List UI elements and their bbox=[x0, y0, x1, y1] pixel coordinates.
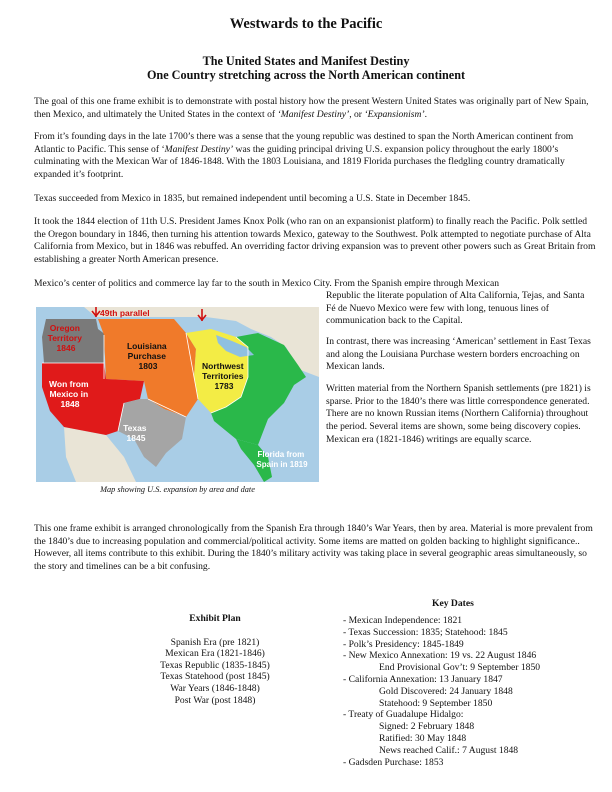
founding-text-end: was the guiding principal driving U.S. expansion policy throughout the early 1800’s culminating with the Mexican War of 1846-1848. With the 1803 Louisiana, and 1819 Florida purchases the fledgling country dramatically expanded it’s footprint. bbox=[34, 143, 565, 181]
key-dates-list bbox=[343, 615, 603, 768]
key-date-line: - California Annexation: 13 January 1847 bbox=[343, 673, 503, 685]
plan-item: Mexican Era (1821-1846) bbox=[165, 648, 265, 660]
key-date-subline: End Provisional Gov’t: 9 September 1850 bbox=[379, 662, 541, 674]
founding-emphasis: Manifest Destiny’ bbox=[164, 143, 234, 155]
key-date-line: - Treaty of Guadalupe Hidalgo: bbox=[343, 709, 464, 721]
intro-text-end: . bbox=[424, 108, 428, 120]
exhibit-plan bbox=[100, 613, 330, 706]
intro-text-mid: , or bbox=[349, 108, 365, 120]
key-date-subline: Gold Discovered: 24 January 1848 bbox=[379, 685, 513, 697]
key-date-line: - Texas Succession: 1835; Statehood: 1845 bbox=[343, 626, 508, 638]
contrast-paragraph: In contrast, there was increasing ‘American’ settlement in East Texas and along the Louisiana Purchase western borders encroaching on Mexican lands. bbox=[326, 336, 591, 373]
founding-text: From it’s founding days in the late 1700’s there was a sense that the young republic was destined to span the North American continent from Atlantic to Pacific. This sense of ‘ bbox=[34, 131, 574, 155]
louisiana-label: Louisiana Purchase 1803 bbox=[126, 341, 167, 371]
intro-emphasis-manifest: ‘Manifest Destiny’ bbox=[277, 108, 350, 120]
florida-label: Florida from Spain in 1819 bbox=[256, 450, 308, 469]
oregon-label: Oregon Territory 1846 bbox=[47, 323, 82, 353]
key-date-line: - Gadsden Purchase: 1853 bbox=[343, 756, 444, 768]
polk-paragraph: It took the 1844 election of 11th U.S. President James Knox Polk (who ran on an expansionist platform) to finally reach the Pacific. Polk settled the Oregon boundary in 1846, then turning his attention towards Mexico, gateway to the Southwest. Polk attempted to negotiate purchase of Alta California from Mexico, but in 1846 was rebuffed. An overriding factor driving expansion was to prevent other powers such as Great Britain from establishing a greater North American presence. bbox=[34, 216, 596, 266]
plan-item: Post War (post 1848) bbox=[174, 694, 256, 706]
northwest-label: Northwest Territories 1783 bbox=[202, 361, 244, 391]
key-date-line: - Mexican Independence: 1821 bbox=[343, 615, 463, 626]
key-date-subline: Ratified: 30 May 1848 bbox=[379, 732, 467, 744]
intro-emphasis-expansionism: ‘Expansionism’ bbox=[364, 108, 425, 120]
plan-item: Texas Statehood (post 1845) bbox=[160, 671, 270, 683]
exhibit-plan-heading: Exhibit Plan bbox=[189, 613, 241, 624]
intro-text: The goal of this one frame exhibit is to demonstrate with postal history how the present Western United States was originally part of New Spain, then Mexico, and ultimately the United States in the context of bbox=[34, 96, 589, 120]
expansion-map bbox=[36, 307, 319, 482]
plan-item: Texas Republic (1835-1845) bbox=[160, 659, 270, 671]
intro-paragraph bbox=[34, 96, 596, 121]
founding-paragraph bbox=[34, 131, 596, 182]
plan-item: War Years (1846-1848) bbox=[170, 682, 260, 694]
written-material-paragraph: Written material from the Northern Spanish settlements (pre 1821) is sparse. Prior to the 1840’s there was little correspondence generated. There are no known Russian items (Northern California) throughout the period. Several items are shown, some being discovery copies. Mexican era (1821-1846) writings are equally scarce. bbox=[326, 383, 591, 445]
parallel-label: 49th parallel bbox=[100, 308, 150, 318]
key-date-subline: Statehood: 9 September 1850 bbox=[379, 697, 493, 709]
mexico-paragraph-line: Mexico’s center of politics and commerce lay far to the south in Mexico City. From the Spanish empire through Mexican bbox=[34, 278, 500, 289]
subtitle-line-2: One Country stretching across the North American continent bbox=[146, 68, 466, 82]
key-date-subline: News reached Calif.: 7 August 1848 bbox=[379, 744, 519, 756]
subtitle-line-1: The United States and Manifest Destiny bbox=[202, 54, 410, 68]
key-date-line: - Polk’s Presidency: 1845-1849 bbox=[343, 638, 464, 650]
key-date-subline: Signed: 2 February 1848 bbox=[379, 721, 475, 733]
key-date-line: - New Mexico Annexation: 19 vs. 22 August 1846 bbox=[343, 650, 537, 662]
plan-item: Spanish Era (pre 1821) bbox=[170, 636, 260, 648]
key-dates-heading: Key Dates bbox=[432, 598, 474, 609]
exhibit-arrangement-paragraph: This one frame exhibit is arranged chronologically from the Spanish Era through 1840’s War Years, then by area. Material is more prevalent from the 1840’s due to increasing population and commercial/political activity. Some items are matted on golden backing to highlight significance.. However, all items contribute to this exhibit. During the 1840’s military activity was taking place in several geographic areas simultaneously, so the story and timelines can be a bit confusing. bbox=[34, 523, 593, 573]
subtitle bbox=[0, 54, 612, 82]
map-caption: Map showing U.S. expansion by area and date bbox=[100, 485, 255, 494]
mexico-label: Won from Mexico in 1848 bbox=[49, 379, 89, 409]
texas-label: Texas 1845 bbox=[123, 423, 147, 443]
mexico-paragraph-rest: Republic the literate population of Alta California, Tejas, and Santa Fé de Nuevo Mexico were few with long, tenuous lines of communication back to the Capital. bbox=[326, 290, 585, 327]
expansion-map-graphic bbox=[36, 307, 319, 482]
page-title: Westwards to the Pacific bbox=[229, 16, 383, 32]
texas-paragraph: Texas succeeded from Mexico in 1835, but remained independent until becoming a U.S. State in December 1845. bbox=[34, 193, 471, 204]
